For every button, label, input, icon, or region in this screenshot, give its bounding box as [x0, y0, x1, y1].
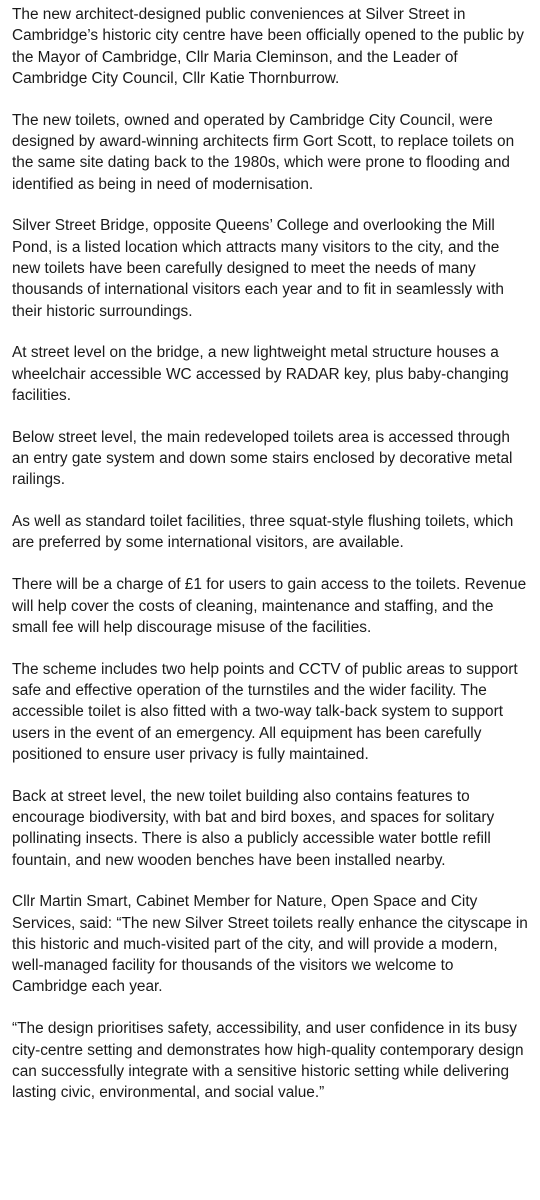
paragraph-facilities: As well as standard toilet facilities, three squat-style flushing toilets, which are preferred by some international visitors, are available. — [12, 513, 514, 552]
paragraph-safety: The scheme includes two help points and CCTV of public areas to support safe and effective operation of the turnstiles and the wider facility. The accessible toilet is also fitted with a two-way talk-back system to support users in the event of an emergency. All equipment has been carefully positioned to ensure user privacy is fully maintained. — [12, 660, 518, 763]
paragraph-quote-design: “The design prioritises safety, accessibility, and user confidence in its busy city-centre setting and demonstrates how high-quality contemporary design can successfully integrate with a sensitive historic setting while delivering lasting civic, environmental, and social value.” — [12, 1020, 524, 1102]
paragraph-quote-intro: Cllr Martin Smart, Cabinet Member for Nature, Open Space and City Services, said: “The new Silver Street toilets really enhance the cityscape in this historic and much-visited part of the city, and will provide a modern, well-managed facility for thousands of the visitors we welcome to Cambridge each year. — [12, 893, 528, 996]
paragraph-ownership: The new toilets, owned and operated by Cambridge City Council, were designed by award-winning architects firm Gort Scott, to replace toilets on the same site dating back to the 1980s, which were prone to flooding and identified as being in need of modernisation. — [12, 111, 515, 193]
paragraph-charge: There will be a charge of £1 for users to gain access to the toilets. Revenue will help cover the costs of cleaning, maintenance and staffing, and the small fee will help discourage misuse of the facilities. — [12, 576, 527, 636]
paragraph-below-street: Below street level, the main redeveloped toilets area is accessed through an entry gate system and down some stairs enclosed by decorative metal railings. — [12, 428, 513, 489]
paragraph-biodiversity: Back at street level, the new toilet building also contains features to encourage biodiversity, with bat and bird boxes, and spaces for solitary pollinating insects. There is also a publicly accessible water bottle refill fountain, and new wooden benches have been installed nearby. — [12, 787, 495, 869]
paragraph-opening: The new architect-designed public conveniences at Silver Street in Cambridge’s historic city centre have been officially opened to the public by the Mayor of Cambridge, Cllr Maria Cleminson, and the Leader of Cambridge City Council, Cllr Katie Thornburrow. — [12, 6, 524, 87]
paragraph-location: Silver Street Bridge, opposite Queens’ College and overlooking the Mill Pond, is a listed location which attracts many visitors to the city, and the new toilets have been carefully designed to meet the needs of many thousands of international visitors each year and to fit in seamlessly with their historic surroundings. — [12, 217, 504, 320]
paragraph-street-level: At street level on the bridge, a new lightweight metal structure houses a wheelchair accessible WC accessed by RADAR key, plus baby-changing facilities. — [12, 344, 509, 404]
